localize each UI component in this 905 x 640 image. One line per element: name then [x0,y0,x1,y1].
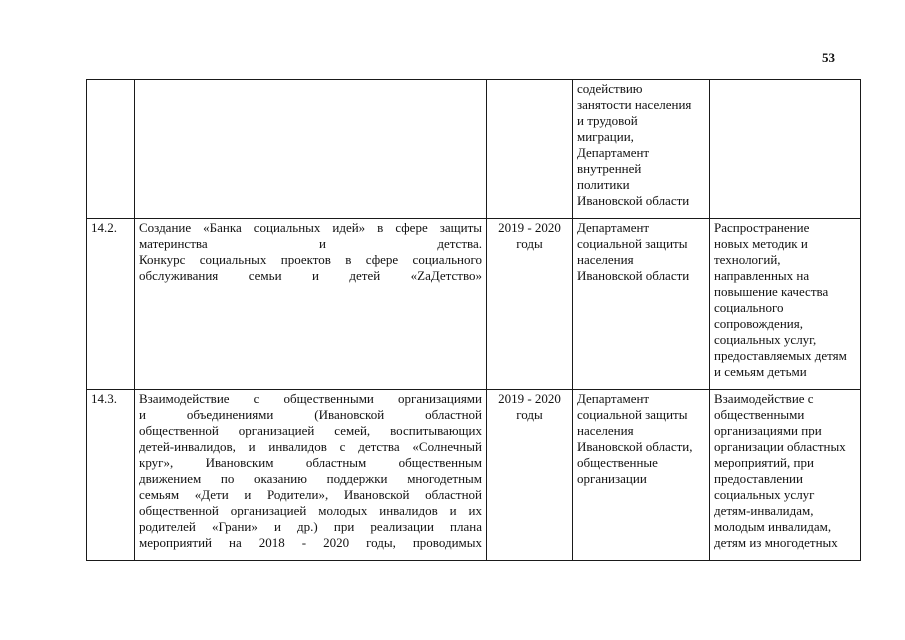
result-line: социальных услуг [714,487,815,502]
event-line: Конкурс социальных проектов в сфере социального [139,252,482,267]
event-line: общественной организацией семей, воспитывающих [139,423,482,438]
result-line: детям из многодетных [714,535,838,550]
cell-years [487,390,573,561]
result-line: сопровождения, [714,316,803,331]
executor-line: социальной защиты [577,236,688,251]
cell-event [135,80,487,219]
cell-event [135,390,487,561]
executor-line: социальной защиты [577,407,688,422]
result-line: направленных на [714,268,810,283]
executor-line: Ивановской области [577,268,690,283]
result-line: молодым инвалидам, [714,519,832,534]
executor-line: организации [577,471,647,486]
executor-line: Департамент [577,145,650,160]
executor-line: миграции, [577,129,634,144]
event-line: семьям «Дети и Родители», Ивановской областной [139,487,482,502]
executor-line: Департамент [577,220,650,235]
cell-result [710,219,861,390]
cell-executor [573,219,710,390]
result-line: и семьям детьми [714,364,807,379]
result-line: организации областных [714,439,846,454]
executor-line: политики [577,177,630,192]
event-line: Взаимодействие с общественными организациями [139,391,482,406]
result-line: предоставляемых детям [714,348,847,363]
years-suffix: годы [516,407,543,422]
cell-number [87,80,135,219]
event-line: родителей «Грани» и др.) при реализации плана [139,519,482,534]
result-line: мероприятий, при [714,455,814,470]
cell-event [135,219,487,390]
result-line: Взаимодействие с [714,391,814,406]
cell-executor [573,80,710,219]
event-line: материнства и детства. [139,236,482,251]
table-row [87,390,861,561]
result-line: социального [714,300,784,315]
result-line: новых методик и [714,236,808,251]
event-line: Создание «Банка социальных идей» в сфере защиты [139,220,482,235]
table-row [87,219,861,390]
cell-years [487,219,573,390]
event-line: детей-инвалидов, и инвалидов с детства «Солнечный [139,439,482,454]
table-row [87,80,861,219]
years-range: 2019 - 2020 [498,391,561,406]
page-number: 53 [822,50,835,65]
cell-executor [573,390,710,561]
result-line: повышение качества [714,284,829,299]
executor-line: населения [577,423,634,438]
executor-line: Департамент [577,391,650,406]
event-line: движением по оказанию поддержки многодетным [139,471,482,486]
result-line: детям-инвалидам, [714,503,814,518]
event-line: круг», Ивановским областным общественным [139,455,482,470]
plan-table [86,79,861,561]
event-line: общественной организацией молодых инвалидов и их [139,503,482,518]
executor-line: содействию [577,81,643,96]
result-line: социальных услуг, [714,332,817,347]
cell-number: 14.3. [87,390,135,561]
event-line: мероприятий на 2018 - 2020 годы, проводимых [139,535,482,550]
cell-number: 14.2. [87,219,135,390]
executor-line: Ивановской области [577,193,690,208]
event-line: обслуживания семьи и детей «ZaДетство» [139,268,482,283]
cell-result [710,80,861,219]
result-line: предоставлении [714,471,803,486]
event-line: и объединениями (Ивановской областной [139,407,482,422]
result-line: Распространение [714,220,810,235]
cell-years [487,80,573,219]
result-line: общественными [714,407,805,422]
executor-line: населения [577,252,634,267]
executor-line: внутренней [577,161,642,176]
result-line: технологий, [714,252,781,267]
executor-line: общественные [577,455,658,470]
executor-line: и трудовой [577,113,638,128]
executor-line: занятости населения [577,97,692,112]
executor-line: Ивановской области, [577,439,693,454]
cell-result [710,390,861,561]
years-suffix: годы [516,236,543,251]
years-range: 2019 - 2020 [498,220,561,235]
result-line: организациями при [714,423,822,438]
